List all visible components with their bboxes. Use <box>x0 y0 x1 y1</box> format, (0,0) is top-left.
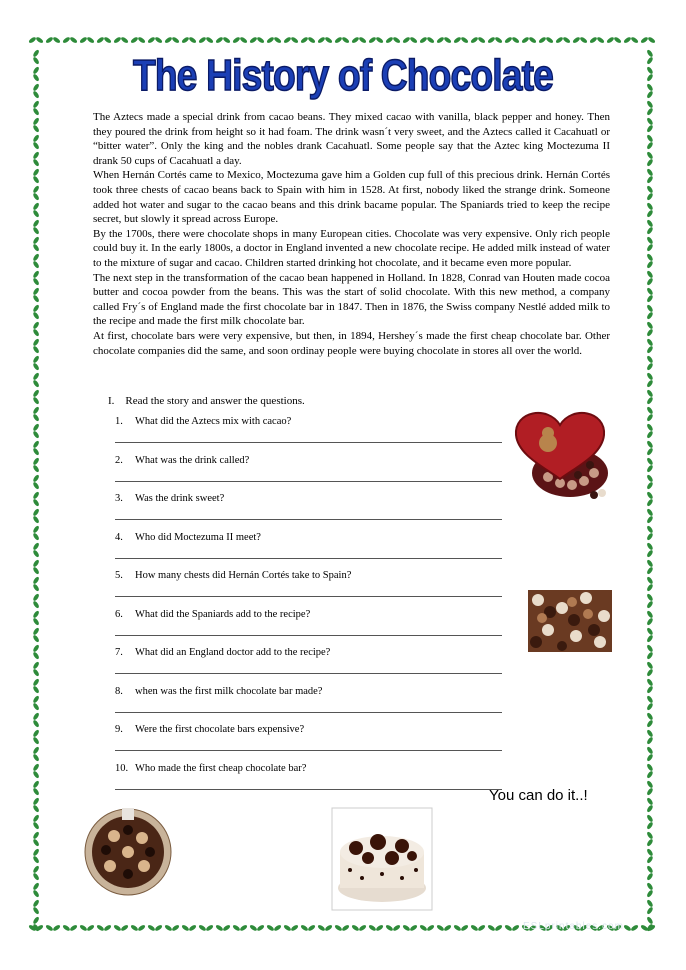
border-leaf <box>646 729 654 745</box>
border-leaf <box>45 36 61 44</box>
border-leaf <box>572 36 588 44</box>
border-leaf <box>32 542 40 558</box>
border-leaf <box>334 924 350 932</box>
border-leaf <box>334 36 350 44</box>
border-leaf <box>646 542 654 558</box>
border-leaf <box>538 36 554 44</box>
border-leaf <box>504 924 520 932</box>
border-leaf <box>249 924 265 932</box>
border-leaf <box>32 372 40 388</box>
border-leaf <box>32 644 40 660</box>
border-leaf <box>32 865 40 881</box>
border-leaf <box>317 36 333 44</box>
border-leaf <box>96 924 112 932</box>
border-leaf <box>646 236 654 252</box>
border-leaf <box>32 746 40 762</box>
border-leaf <box>646 151 654 167</box>
border-leaf <box>32 474 40 490</box>
border-leaf <box>402 36 418 44</box>
border-leaf <box>32 338 40 354</box>
border-leaf <box>164 924 180 932</box>
border-leaf <box>32 100 40 116</box>
border-leaf <box>646 202 654 218</box>
question-number: 5. <box>115 570 123 581</box>
border-leaf <box>79 36 95 44</box>
border-leaf <box>32 797 40 813</box>
border-leaf <box>453 36 469 44</box>
border-leaf <box>32 202 40 218</box>
border-leaf <box>646 287 654 303</box>
border-leaf <box>32 185 40 201</box>
border-leaf <box>215 36 231 44</box>
assorted-chocolates-image <box>528 590 612 652</box>
border-leaf <box>266 924 282 932</box>
exercise-instruction <box>108 395 305 407</box>
answer-line[interactable] <box>115 519 502 520</box>
border-leaf <box>32 763 40 779</box>
border-leaf <box>181 924 197 932</box>
border-leaf <box>646 100 654 116</box>
border-leaf <box>32 508 40 524</box>
question-number: 8. <box>115 686 123 697</box>
border-leaf <box>646 474 654 490</box>
border-leaf <box>32 457 40 473</box>
border-leaf <box>32 780 40 796</box>
border-leaf <box>419 36 435 44</box>
answer-line[interactable] <box>115 481 502 482</box>
question <box>115 763 306 774</box>
border-leaf <box>646 797 654 813</box>
question-text: Who did Moctezuma II meet? <box>135 532 261 543</box>
question <box>115 647 330 658</box>
border-leaf <box>32 814 40 830</box>
border-leaf <box>32 253 40 269</box>
border-leaf <box>646 338 654 354</box>
border-leaf <box>164 36 180 44</box>
border-leaf <box>646 253 654 269</box>
border-leaf <box>32 491 40 507</box>
border-leaf <box>606 36 622 44</box>
border-leaf <box>646 780 654 796</box>
border-leaf <box>487 924 503 932</box>
exercise-numeral: I. <box>108 395 115 407</box>
exercise-instruction-text: Read the story and answer the questions. <box>125 395 305 407</box>
border-leaf <box>646 899 654 915</box>
border-leaf <box>32 287 40 303</box>
question-text: when was the first milk chocolate bar made? <box>135 686 323 697</box>
border-leaf <box>646 610 654 626</box>
border-leaf <box>32 321 40 337</box>
border-leaf <box>32 219 40 235</box>
border-leaf <box>436 924 452 932</box>
border-leaf <box>487 36 503 44</box>
border-leaf <box>646 559 654 575</box>
border-leaf <box>646 763 654 779</box>
question <box>115 455 249 466</box>
border-leaf <box>32 848 40 864</box>
border-leaf <box>419 924 435 932</box>
border-leaf <box>215 924 231 932</box>
border-leaf <box>646 185 654 201</box>
border-leaf <box>646 916 654 932</box>
border-leaf <box>32 440 40 456</box>
border-leaf <box>646 304 654 320</box>
border-leaf <box>32 117 40 133</box>
border-leaf <box>351 924 367 932</box>
border-leaf <box>96 36 112 44</box>
border-leaf <box>300 36 316 44</box>
question-text: What did the Aztecs mix with cacao? <box>135 416 292 427</box>
border-leaf <box>32 610 40 626</box>
answer-line[interactable] <box>115 750 502 751</box>
border-leaf <box>300 924 316 932</box>
story-text <box>93 110 610 358</box>
question-number: 4. <box>115 532 123 543</box>
question-number: 10. <box>115 763 129 774</box>
border-leaf <box>45 924 61 932</box>
border-leaf <box>32 831 40 847</box>
border-leaf <box>646 355 654 371</box>
border-leaf <box>32 695 40 711</box>
border-leaf <box>646 389 654 405</box>
question-number: 6. <box>115 609 123 620</box>
border-leaf <box>32 236 40 252</box>
question-text: What did an England doctor add to the recipe? <box>135 647 331 658</box>
border-leaf <box>32 576 40 592</box>
border-leaf <box>32 882 40 898</box>
border-leaf <box>623 36 639 44</box>
border-leaf <box>266 36 282 44</box>
border-leaf <box>646 168 654 184</box>
border-leaf <box>646 134 654 150</box>
border-leaf <box>646 695 654 711</box>
question <box>115 532 261 543</box>
question <box>115 493 224 504</box>
border-leaf <box>385 36 401 44</box>
border-leaf <box>589 36 605 44</box>
border-leaf <box>646 525 654 541</box>
border-leaf <box>32 593 40 609</box>
story-paragraph: The next step in the transformation of the cacao bean happened in Holland. In 1828, Conrad van Houten made cocoa butter and cocoa powder from the beans. This was the start of solid chocolate. With this new method, a company called Fry´s of England made the first chocolate bar in 1847. Then in 1876, the Swiss company Nestlé added milk to the recipe and made the first milk chocolate bar. <box>93 271 610 328</box>
border-leaf <box>32 661 40 677</box>
story-paragraph: By the 1700s, there were chocolate shops in many European cities. Chocolate was very expensive. Only rich people could buy it. In the early 1800s, a doctor in England invented a new chocolate recipe. He added milk instead of water to the mixture of sugar and cacao. Children started drinking hot chocolate, and it became even more popular. <box>93 227 610 269</box>
border-leaf <box>32 712 40 728</box>
border-leaf <box>640 36 656 44</box>
border-leaf <box>232 924 248 932</box>
border-leaf <box>646 423 654 439</box>
border-leaf <box>646 593 654 609</box>
answer-line[interactable] <box>115 558 502 559</box>
border-leaf <box>32 678 40 694</box>
border-leaf <box>32 151 40 167</box>
question-number: 7. <box>115 647 123 658</box>
page-title <box>0 44 686 102</box>
border-leaf <box>32 559 40 575</box>
question <box>115 416 291 427</box>
border-leaf <box>32 304 40 320</box>
question <box>115 609 310 620</box>
border-leaf <box>646 321 654 337</box>
border-leaf <box>181 36 197 44</box>
border-leaf <box>470 924 486 932</box>
border-leaf <box>130 36 146 44</box>
border-leaf <box>32 168 40 184</box>
round-chocolate-box-image <box>84 808 172 896</box>
border-leaf <box>646 219 654 235</box>
answer-line[interactable] <box>115 673 502 674</box>
question-number: 9. <box>115 724 123 735</box>
border-leaf <box>32 270 40 286</box>
border-leaf <box>646 457 654 473</box>
border-leaf <box>470 36 486 44</box>
border-leaf <box>521 36 537 44</box>
border-leaf <box>113 924 129 932</box>
question-text: What did the Spaniards add to the recipe? <box>135 609 311 620</box>
border-leaf <box>32 389 40 405</box>
border-leaf <box>32 525 40 541</box>
answer-line[interactable] <box>115 789 502 790</box>
border-leaf <box>62 36 78 44</box>
title-text: The History of Chocolate <box>133 51 553 100</box>
border-leaf <box>646 627 654 643</box>
watermark: ESLprintables.com <box>523 921 624 932</box>
border-leaf <box>249 36 265 44</box>
border-leaf <box>317 924 333 932</box>
border-leaf <box>147 924 163 932</box>
border-leaf <box>555 36 571 44</box>
border-leaf <box>646 661 654 677</box>
border-leaf <box>646 678 654 694</box>
question-text: Was the drink sweet? <box>135 493 225 504</box>
border-leaf <box>623 924 639 932</box>
border-leaf <box>646 882 654 898</box>
border-leaf <box>32 627 40 643</box>
border-leaf <box>32 423 40 439</box>
border-leaf <box>646 712 654 728</box>
border-leaf <box>646 576 654 592</box>
border-leaf <box>646 865 654 881</box>
border-leaf <box>368 36 384 44</box>
border-leaf <box>385 924 401 932</box>
border-leaf <box>62 924 78 932</box>
border-leaf <box>113 36 129 44</box>
answer-line[interactable] <box>115 635 502 636</box>
border-leaf <box>32 134 40 150</box>
story-paragraph: When Hernán Cortés came to Mexico, Moctezuma gave him a Golden cup full of this precious drink. Hernán Cortés took three chests of cacao beans back to Spain with him in 1528. At first, nobody liked the strange drink. Someone added hot water and sugar to the cacao beans and this drink bacame popular. The Spaniards tried to keep the recipe secret, but slowly it spread across Europe. <box>93 169 610 226</box>
border-leaf <box>368 924 384 932</box>
border-leaf <box>232 36 248 44</box>
border-leaf <box>283 36 299 44</box>
border-leaf <box>504 36 520 44</box>
border-leaf <box>198 924 214 932</box>
border-leaf <box>130 924 146 932</box>
border-leaf <box>32 729 40 745</box>
story-paragraph: The Aztecs made a special drink from cacao beans. They mixed cacao with vanilla, black pepper and honey. Then they poured the drink from height so it had foam. The drink wasn´t very sweet, and the Aztecs called it Cacahuatl or “bitter water”. Only the king and the nobles drank Cacahuatl. Some people say that the Aztec king Moctezuma II drank 50 cups of Cacahuatl a day. <box>93 111 610 167</box>
question-text: Were the first chocolate bars expensive? <box>135 724 305 735</box>
border-leaf <box>646 270 654 286</box>
border-leaf <box>32 899 40 915</box>
question-number: 3. <box>115 493 123 504</box>
border-leaf <box>402 924 418 932</box>
border-leaf <box>147 36 163 44</box>
border-leaf <box>646 508 654 524</box>
story-paragraph: At first, chocolate bars were very expensive, but then, in 1894, Hershey´s made the first cheap chocolate bar. Other chocolate companies did the same, and soon ordinay people were buying chocolate in stores all over the world. <box>93 329 610 357</box>
border-leaf <box>28 36 44 44</box>
border-leaf <box>453 924 469 932</box>
border-leaf <box>646 372 654 388</box>
question-number: 2. <box>115 455 123 466</box>
border-leaf <box>646 746 654 762</box>
encouragement-text: You can do it..! <box>489 787 588 804</box>
border-leaf <box>646 406 654 422</box>
answer-line[interactable] <box>115 596 502 597</box>
border-leaf <box>436 36 452 44</box>
question-text: Who made the first cheap chocolate bar? <box>135 763 307 774</box>
border-leaf <box>646 644 654 660</box>
border-leaf <box>79 924 95 932</box>
border-leaf <box>646 831 654 847</box>
chocolate-cake-image <box>332 808 432 910</box>
answer-line[interactable] <box>115 712 502 713</box>
border-leaf <box>32 406 40 422</box>
question-number: 1. <box>115 416 123 427</box>
question-text: How many chests did Hernán Cortés take to Spain? <box>135 570 352 581</box>
border-leaf <box>646 440 654 456</box>
border-leaf <box>198 36 214 44</box>
border-leaf <box>646 117 654 133</box>
answer-line[interactable] <box>115 442 502 443</box>
heart-chocolate-box-image <box>508 405 616 501</box>
border-leaf <box>351 36 367 44</box>
border-leaf <box>646 491 654 507</box>
border-leaf <box>32 355 40 371</box>
question <box>115 570 351 581</box>
border-leaf <box>646 814 654 830</box>
question-text: What was the drink called? <box>135 455 250 466</box>
question <box>115 686 322 697</box>
border-leaf <box>646 848 654 864</box>
question <box>115 724 304 735</box>
border-leaf <box>283 924 299 932</box>
